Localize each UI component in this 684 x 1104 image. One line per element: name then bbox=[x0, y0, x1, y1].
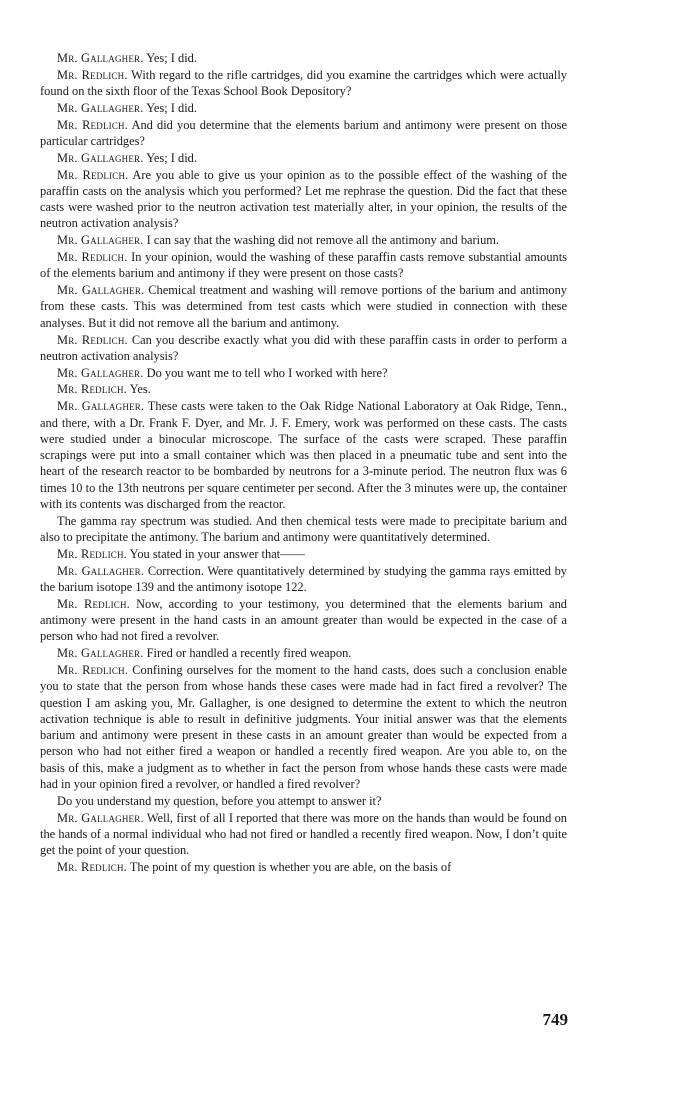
paragraph bbox=[40, 365, 567, 381]
speaker-name: Mr. Gallagher. bbox=[57, 51, 144, 65]
speaker-name: Mr. Redlich. bbox=[57, 662, 129, 677]
paragraph bbox=[40, 596, 567, 645]
paragraph-text: Yes; I did. bbox=[143, 150, 197, 165]
paragraph-text: Fired or handled a recently fired weapon. bbox=[143, 646, 352, 661]
paragraph-text: Now, according to your testimony, you determined that the elements barium and antimony were present in the hand casts in an amount greater than would be expected in the case of a person who had not fired a revolver. bbox=[40, 596, 567, 644]
speaker-name: Mr. Gallagher. bbox=[57, 399, 145, 414]
paragraph bbox=[40, 167, 567, 232]
paragraph-text: The point of my question is whether you are able, on the basis of bbox=[126, 860, 452, 875]
paragraph-text: These casts were taken to the Oak Ridge National Laboratory at Oak Ridge, Tenn., and there, with a Dr. Frank F. Dyer, and Mr. J. F. Emery, work was performed on these casts. The casts were studied under a binocular microscope. The surface of the casts were scraped. These paraffin scrapings were put into a small container which was then placed in a pneumatic tube and sent into the heart of the research reactor to be bombarded by neutrons for a 3-minute period. The neutron flux was 6 times 10 to the 13th neutrons per square centimeter per second. After the 3 minutes were up, the container with its contents was discharged from the reactor. bbox=[40, 399, 567, 512]
speaker-name: Mr. Gallagher. bbox=[57, 563, 145, 578]
paragraph-text: Yes; I did. bbox=[143, 51, 197, 65]
speaker-name: Mr. Redlich. bbox=[57, 250, 128, 265]
paragraph bbox=[40, 563, 567, 596]
paragraph bbox=[40, 793, 567, 809]
paragraph bbox=[40, 50, 567, 66]
paragraph-text: Do you want me to tell who I worked with here? bbox=[143, 365, 388, 380]
paragraph bbox=[40, 513, 567, 546]
paragraph bbox=[40, 645, 567, 661]
paragraph-text: Confining ourselves for the moment to the hand casts, does such a conclusion enable you to state that the person from whose hands these cases were made had in fact fired a revolver? The question I am asking you, Mr. Gallagher, is one designed to determine the extent to which the neutron activation technique is able to result in definitive judgments. Your initial answer was that the elements barium and antimony were present in these casts in an amount greater than would be expected from a person who had not either fired a weapon or handled a recently fired weapon. Are you able to, on the basis of this, make a judgment as to whether in fact the person from whose hands these casts were made had in your opinion fired a revolver, or handled a fired revolver? bbox=[40, 662, 567, 792]
paragraph bbox=[40, 282, 567, 331]
paragraph-text: Correction. Were quantitatively determined by studying the gamma rays emitted by the barium isotope 139 and the antimony isotope 122. bbox=[40, 563, 567, 594]
transcript-page bbox=[40, 50, 567, 876]
speaker-name: Mr. Redlich. bbox=[57, 117, 129, 132]
speaker-name: Mr. Redlich. bbox=[57, 382, 127, 397]
speaker-name: Mr. Gallagher. bbox=[57, 646, 144, 661]
paragraph-text: Can you describe exactly what you did with these paraffin casts in order to perform a neutron activation analysis? bbox=[40, 332, 567, 363]
paragraph bbox=[40, 332, 567, 365]
paragraph-text: And did you determine that the elements barium and antimony were present on those particular cartridges? bbox=[40, 117, 567, 148]
speaker-name: Mr. Gallagher. bbox=[57, 100, 144, 115]
paragraph bbox=[40, 150, 567, 166]
speaker-name: Mr. Redlich. bbox=[57, 596, 130, 611]
speaker-name: Mr. Gallagher. bbox=[57, 365, 144, 380]
paragraph bbox=[40, 100, 567, 116]
paragraph bbox=[40, 398, 567, 512]
speaker-name: Mr. Redlich. bbox=[57, 860, 127, 875]
speaker-name: Mr. Gallagher. bbox=[57, 283, 145, 298]
paragraph-text: With regard to the rifle cartridges, did you examine the cartridges which were actually found on the sixth floor of the Texas School Book Depository? bbox=[40, 67, 567, 99]
paragraph-text: Chemical treatment and washing will remove portions of the barium and antimony from these casts. This was determined from test casts which were studied in connection with these analyses. But it did not remove all the barium and antimony. bbox=[40, 283, 568, 330]
paragraph-text: Well, first of all I reported that there was more on the hands than would be found on the hands of a normal individual who had not fired or handled a recently fired weapon. Now, I don’t quite get the point of your question. bbox=[40, 810, 567, 858]
paragraph bbox=[40, 546, 567, 562]
page-number: 749 bbox=[542, 1010, 568, 1029]
paragraph bbox=[40, 662, 567, 792]
paragraph-text: Yes; I did. bbox=[143, 100, 197, 115]
speaker-name: Mr. Gallagher. bbox=[57, 810, 144, 825]
paragraph bbox=[40, 381, 567, 397]
paragraph bbox=[40, 859, 567, 875]
speaker-name: Mr. Redlich. bbox=[57, 332, 128, 347]
speaker-name: Mr. Redlich. bbox=[57, 67, 128, 82]
speaker-name: Mr. Gallagher. bbox=[57, 150, 144, 165]
paragraph-text: I can say that the washing did not remove all the antimony and barium. bbox=[143, 233, 500, 248]
speaker-name: Mr. Gallagher. bbox=[57, 233, 144, 248]
paragraph bbox=[40, 67, 567, 100]
speaker-name: Mr. Redlich. bbox=[57, 546, 127, 561]
paragraph bbox=[40, 249, 567, 282]
paragraph-text: The gamma ray spectrum was studied. And then chemical tests were made to precipitate barium and also to precipitate the antimony. The barium and antimony were quantitatively determined. bbox=[40, 513, 567, 545]
paragraph-text: In your opinion, would the washing of these paraffin casts remove substantial amounts of the elements barium and antimony if they were present on those casts? bbox=[40, 250, 567, 281]
paragraph-text: You stated in your answer that—— bbox=[126, 546, 305, 561]
paragraph bbox=[40, 810, 567, 859]
paragraph-text: Do you understand my question, before you attempt to answer it? bbox=[57, 793, 382, 808]
paragraph-text: Yes. bbox=[126, 382, 151, 397]
paragraph-text: Are you able to give us your opinion as to the possible effect of the washing of the paraffin casts on the analysis which you performed? Let me rephrase the question. Did the fact that these casts were washed prior to the neutron activation test materially alter, in your opinion, the results of the neutron activation analysis? bbox=[40, 167, 567, 231]
paragraph bbox=[40, 232, 567, 248]
speaker-name: Mr. Redlich. bbox=[57, 167, 129, 182]
paragraph bbox=[40, 117, 567, 150]
